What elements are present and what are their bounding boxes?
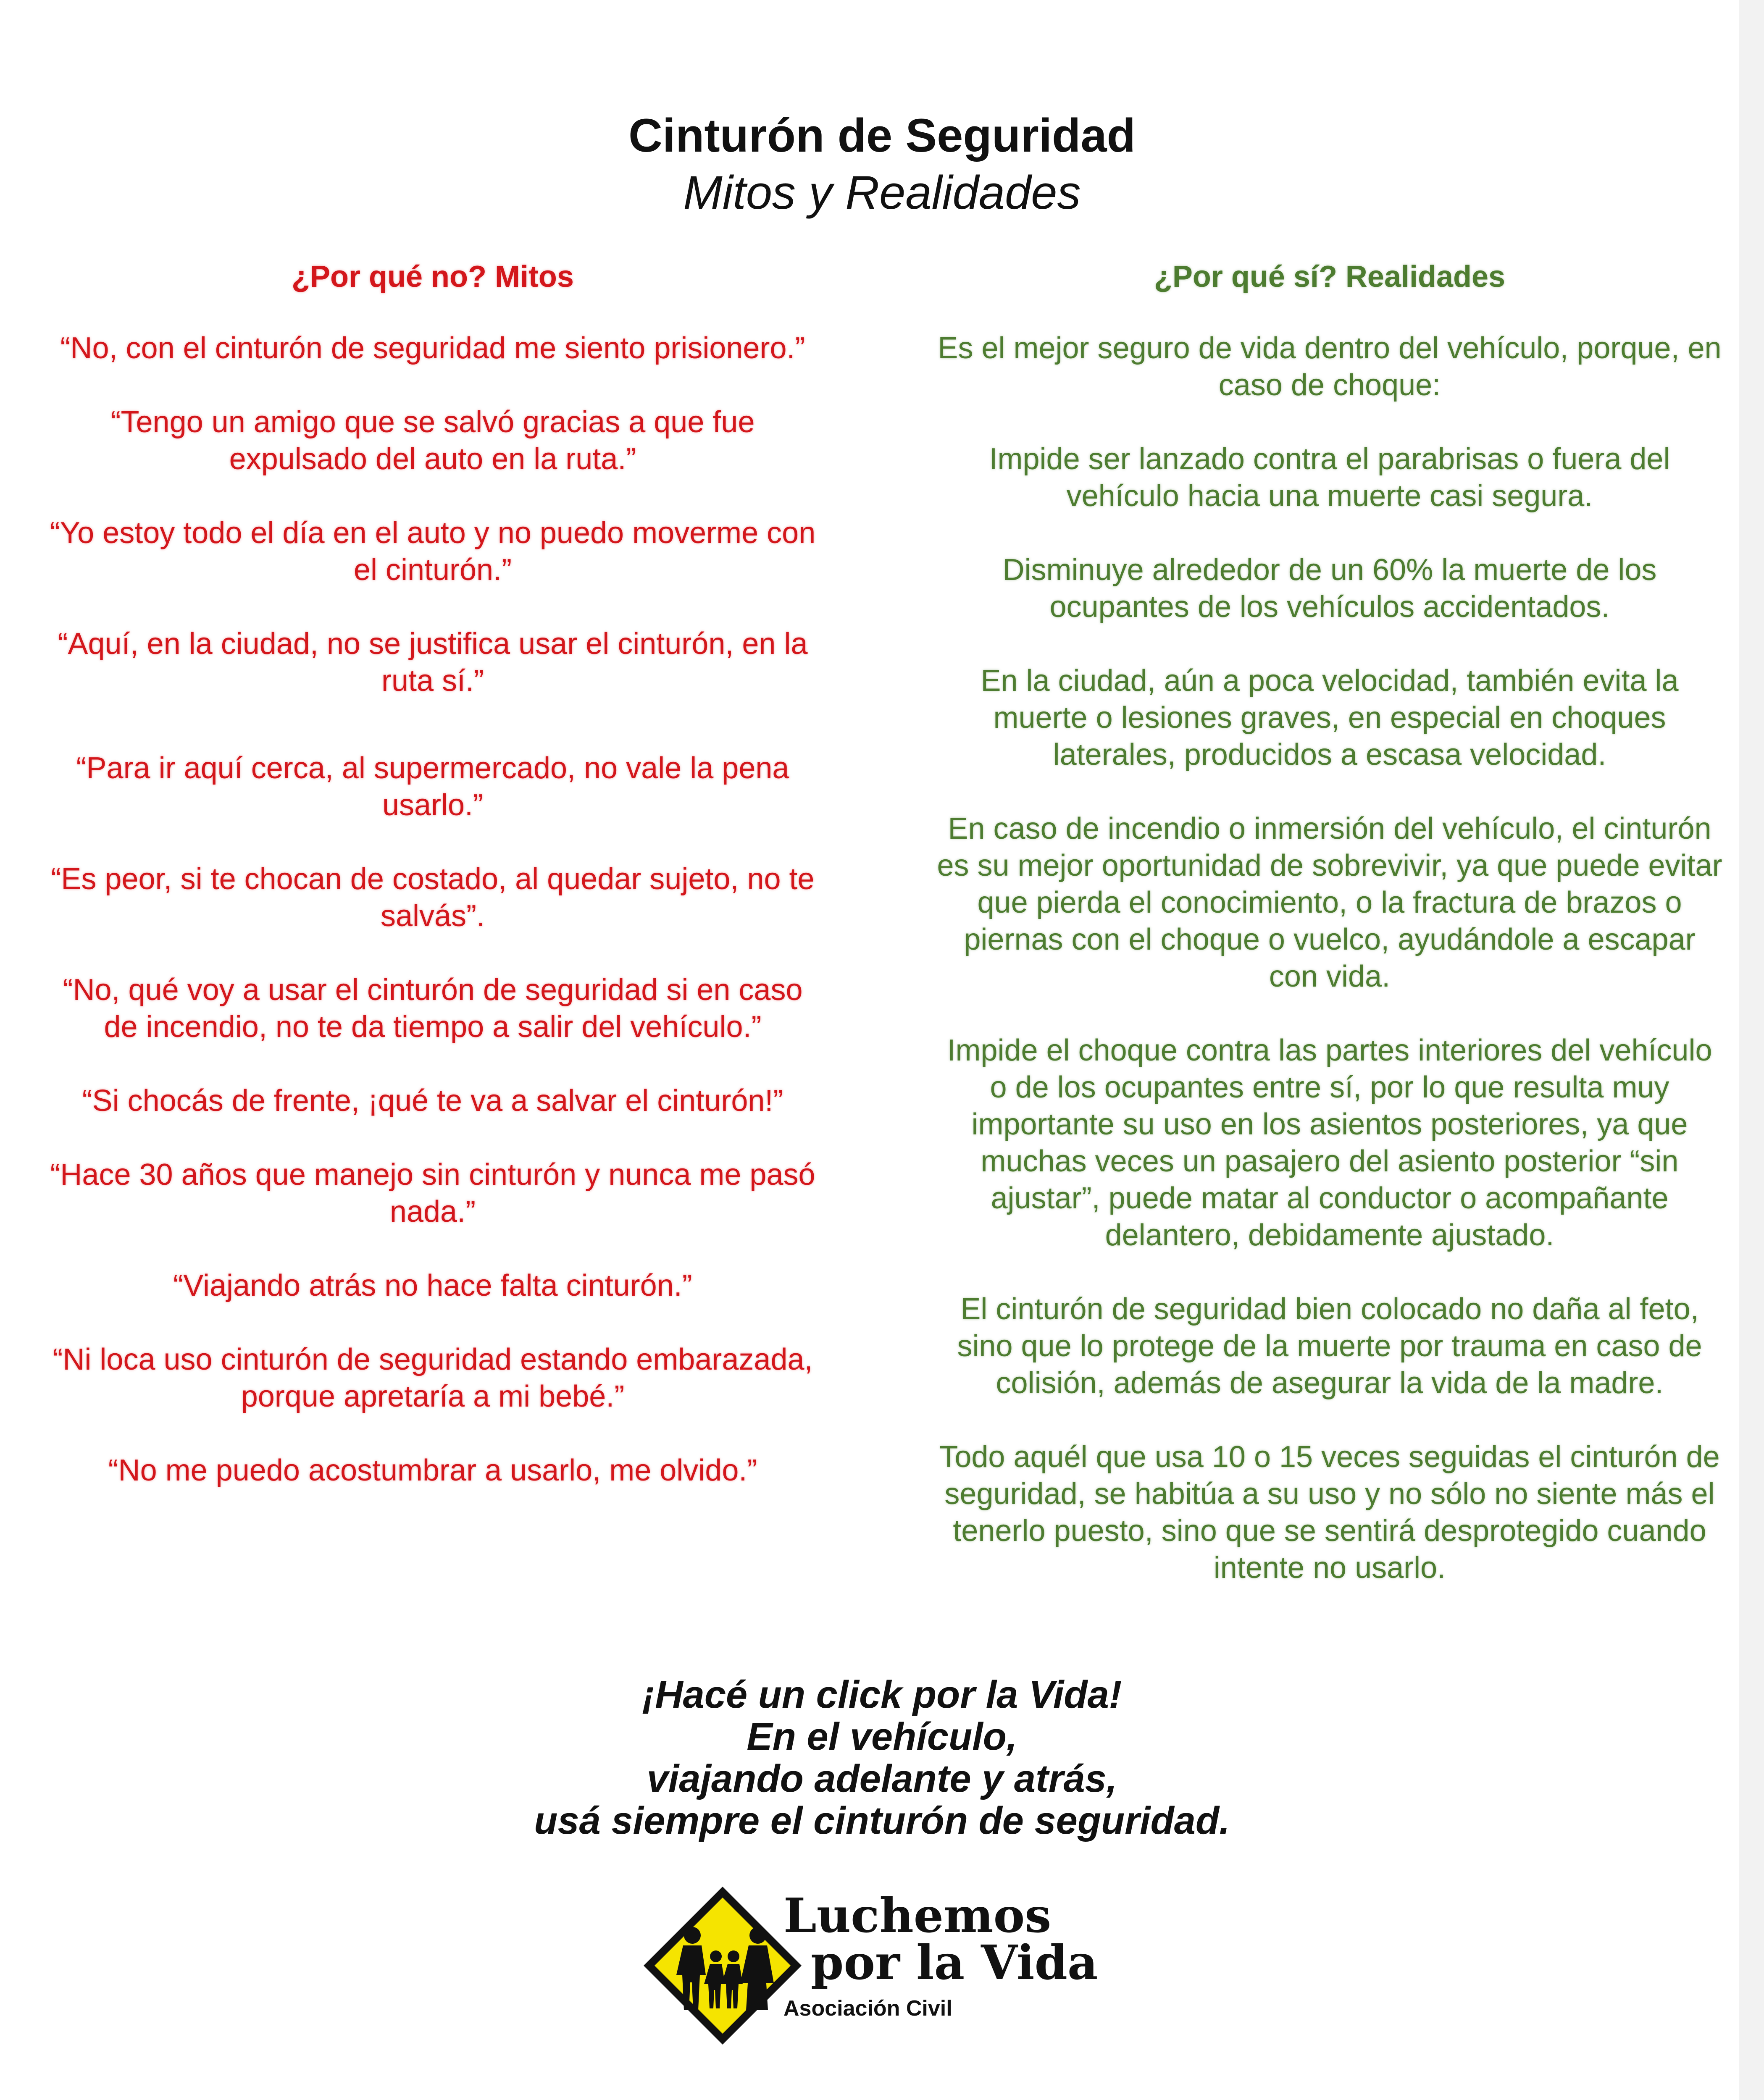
logo-subtitle: Asociación Civil xyxy=(783,1996,952,2021)
document-title: Cinturón de Seguridad xyxy=(628,109,1136,162)
realities-column xyxy=(937,258,1722,1623)
myths-column xyxy=(42,258,823,1526)
organization-logo xyxy=(639,1882,1101,2050)
myth-item: “Yo estoy todo el día en el auto y no puedo moverme con el cinturón.” xyxy=(50,516,816,587)
document-header xyxy=(0,107,1764,221)
myth-item: “No me puedo acostumbrar a usarlo, me olvido.” xyxy=(108,1454,757,1487)
reality-item: Es el mejor seguro de vida dentro del vehículo, porque, en caso de choque: xyxy=(938,331,1722,402)
reality-item: En la ciudad, aún a poca velocidad, también evita la muerte o lesiones graves, en especial en choques laterales, producidos a escasa velocidad. xyxy=(981,664,1679,772)
myth-item: “Si chocás de frente, ¡qué te va a salvar el cinturón!” xyxy=(82,1084,783,1118)
logo-line-2: por la Vida xyxy=(811,1935,1098,1990)
realities-heading: ¿Por qué sí? Realidades xyxy=(1154,260,1506,294)
reality-item: El cinturón de seguridad bien colocado no daña al feto, sino que lo protege de la muerte por trauma en caso de colisión, además de asegurar la vida de la madre. xyxy=(957,1292,1702,1400)
closing-line: usá siempre el cinturón de seguridad. xyxy=(534,1799,1230,1842)
myth-item: “Es peor, si te chocan de costado, al quedar sujeto, no te salvás”. xyxy=(51,862,815,933)
closing-line: viajando adelante y atrás, xyxy=(647,1757,1117,1800)
document-subtitle: Mitos y Realidades xyxy=(683,166,1081,219)
logo-line-1: Luchemos xyxy=(783,1888,1052,1943)
myth-item: “No, con el cinturón de seguridad me siento prisionero.” xyxy=(60,331,805,365)
myth-item: “Hace 30 años que manejo sin cinturón y nunca me pasó nada.” xyxy=(50,1158,815,1228)
reality-item: Impide el choque contra las partes interiores del vehículo o de los ocupantes entre sí, por lo que resulta muy importante su uso en los asientos posteriores, ya que muchas veces un pasajero del asiento posterior “sin ajustar”, puede matar al conductor o acompañante delantero, debidamente ajustado. xyxy=(947,1034,1712,1252)
myth-item: “No, qué voy a usar el cinturón de seguridad si en caso de incendio, no te da tiempo a salir del vehículo.” xyxy=(63,973,803,1044)
myth-item: “Para ir aquí cerca, al supermercado, no vale la pena usarlo.” xyxy=(76,751,789,822)
myth-item: “Viajando atrás no hace falta cinturón.” xyxy=(173,1269,692,1302)
myths-heading: ¿Por qué no? Mitos xyxy=(292,260,574,294)
closing-line: En el vehículo, xyxy=(747,1715,1017,1758)
myth-item: “Aquí, en la ciudad, no se justifica usar el cinturón, en la ruta sí.” xyxy=(58,627,808,698)
myth-item: “Ni loca uso cinturón de seguridad estando embarazada, porque apretaría a mi bebé.” xyxy=(53,1343,813,1413)
reality-item: Todo aquél que usa 10 o 15 veces seguidas el cinturón de seguridad, se habitúa a su uso y no sólo no siente más el tenerlo puesto, sino que se sentirá desprotegido cuando intente no usarlo. xyxy=(939,1440,1720,1585)
reality-item: En caso de incendio o inmersión del vehículo, el cinturón es su mejor oportunidad de sobrevivir, ya que puede evitar que pierda el conocimiento, o la fractura de brazos o piernas con el choque o vuelco, ayudándole a escapar con vida. xyxy=(937,812,1722,993)
closing-line: ¡Hacé un click por la Vida! xyxy=(642,1673,1122,1716)
family-warning-sign-icon xyxy=(639,1882,807,2050)
closing-message xyxy=(0,1674,1764,1842)
reality-item: Impide ser lanzado contra el parabrisas o fuera del vehículo hacia una muerte casi segura. xyxy=(989,442,1670,513)
reality-item: Disminuye alrededor de un 60% la muerte de los ocupantes de los vehículos accidentados. xyxy=(1002,553,1657,624)
myth-item: “Tengo un amigo que se salvó gracias a que fue expulsado del auto en la ruta.” xyxy=(110,405,755,476)
